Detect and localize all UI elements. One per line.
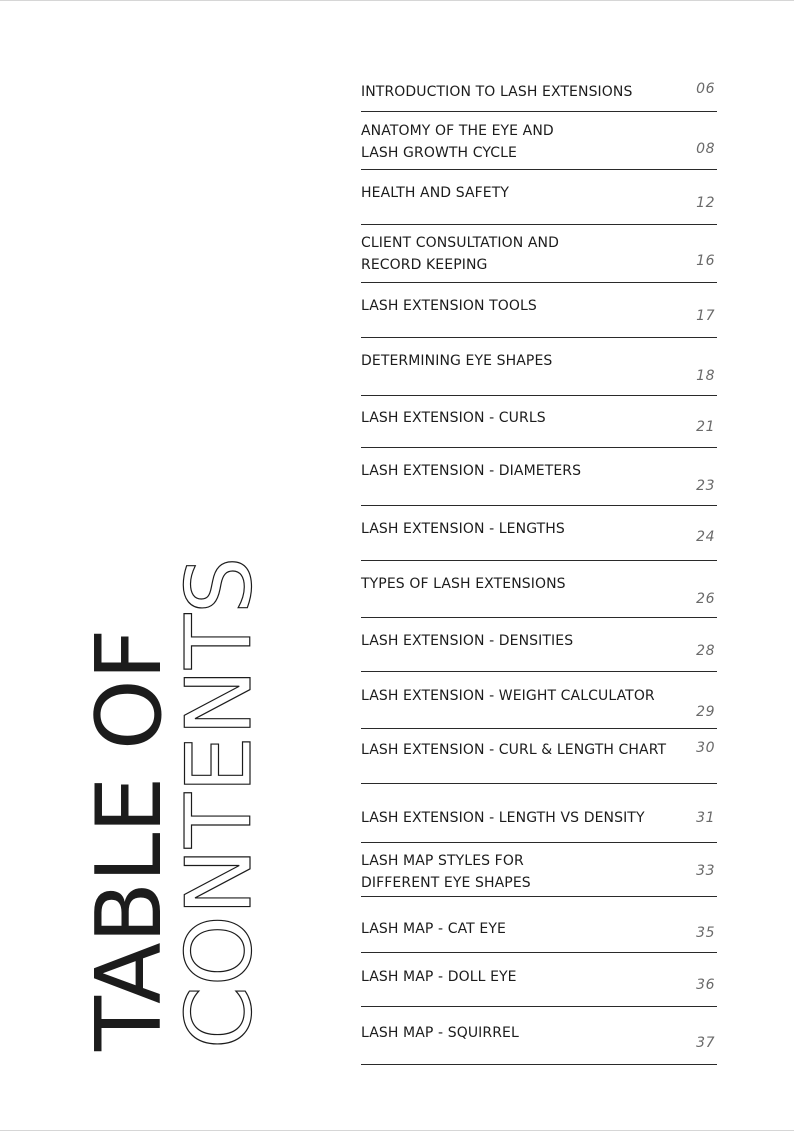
title-contents: CONTENTS: [167, 556, 272, 1049]
toc-entry-label: LASH EXTENSION - CURLS: [361, 410, 546, 426]
toc-row: [361, 170, 717, 225]
toc-entry-page-number: 30: [696, 740, 715, 756]
toc-row: [361, 225, 717, 283]
toc-row: [361, 1007, 717, 1065]
toc-row: [361, 112, 717, 170]
table-of-contents: [361, 81, 717, 1065]
toc-row: [361, 784, 717, 843]
toc-entry-page-number: 28: [696, 643, 715, 659]
toc-row: [361, 672, 717, 729]
toc-entry-page-number: 17: [696, 308, 715, 324]
toc-entry-page-number: 21: [696, 419, 715, 435]
toc-row: [361, 448, 717, 506]
toc-entry-label: LASH MAP - DOLL EYE: [361, 969, 517, 985]
toc-entry-page-number: 12: [696, 195, 715, 211]
toc-entry-label: CLIENT CONSULTATION AND RECORD KEEPING: [361, 235, 560, 273]
toc-entry-label: TYPES OF LASH EXTENSIONS: [361, 576, 566, 592]
toc-entry-label: LASH MAP STYLES FOR DIFFERENT EYE SHAPES: [361, 853, 531, 891]
toc-row: [361, 396, 717, 448]
toc-entry-page-number: 29: [696, 704, 715, 720]
toc-entry-page-number: 18: [696, 368, 715, 384]
toc-entry-page-number: 08: [696, 141, 715, 157]
toc-entry-label: DETERMINING EYE SHAPES: [361, 353, 553, 369]
toc-entry-label: LASH EXTENSION - DIAMETERS: [361, 463, 582, 479]
toc-entry-page-number: 31: [696, 810, 715, 826]
toc-entry-label: LASH EXTENSION - LENGTHS: [361, 521, 565, 537]
toc-entry-label: LASH EXTENSION - DENSITIES: [361, 633, 574, 649]
title-table-of: TABLE OF: [77, 629, 182, 1051]
toc-row: [361, 338, 717, 396]
toc-entry-label: LASH MAP - SQUIRREL: [361, 1025, 519, 1041]
toc-entry-page-number: 33: [696, 863, 715, 879]
toc-row: [361, 81, 717, 112]
toc-row: [361, 561, 717, 618]
toc-entry-label: INTRODUCTION TO LASH EXTENSIONS: [361, 84, 633, 100]
toc-entry-page-number: 06: [696, 81, 715, 97]
toc-entry-page-number: 23: [696, 478, 715, 494]
toc-row: [361, 283, 717, 338]
toc-row: [361, 506, 717, 561]
toc-entry-label: LASH EXTENSION - CURL & LENGTH CHART: [361, 742, 667, 758]
toc-row: [361, 953, 717, 1007]
toc-row: [361, 897, 717, 953]
toc-entry-page-number: 26: [696, 591, 715, 607]
toc-entry-page-number: 16: [696, 253, 715, 269]
toc-entry-page-number: 37: [696, 1035, 715, 1051]
toc-entry-page-number: 35: [696, 925, 715, 941]
toc-entry-label: ANATOMY OF THE EYE AND LASH GROWTH CYCLE: [361, 123, 554, 161]
vertical-title: [77, 461, 275, 1061]
toc-entry-page-number: 24: [696, 529, 715, 545]
toc-entry-label: LASH EXTENSION TOOLS: [361, 298, 537, 314]
toc-row: [361, 843, 717, 897]
toc-entry-label: LASH EXTENSION - WEIGHT CALCULATOR: [361, 688, 655, 704]
toc-row: [361, 618, 717, 672]
toc-entry-label: HEALTH AND SAFETY: [361, 185, 510, 201]
toc-entry-label: LASH MAP - CAT EYE: [361, 921, 506, 937]
toc-entry-label: LASH EXTENSION - LENGTH VS DENSITY: [361, 810, 645, 826]
toc-row: [361, 729, 717, 784]
toc-entry-page-number: 36: [696, 977, 715, 993]
